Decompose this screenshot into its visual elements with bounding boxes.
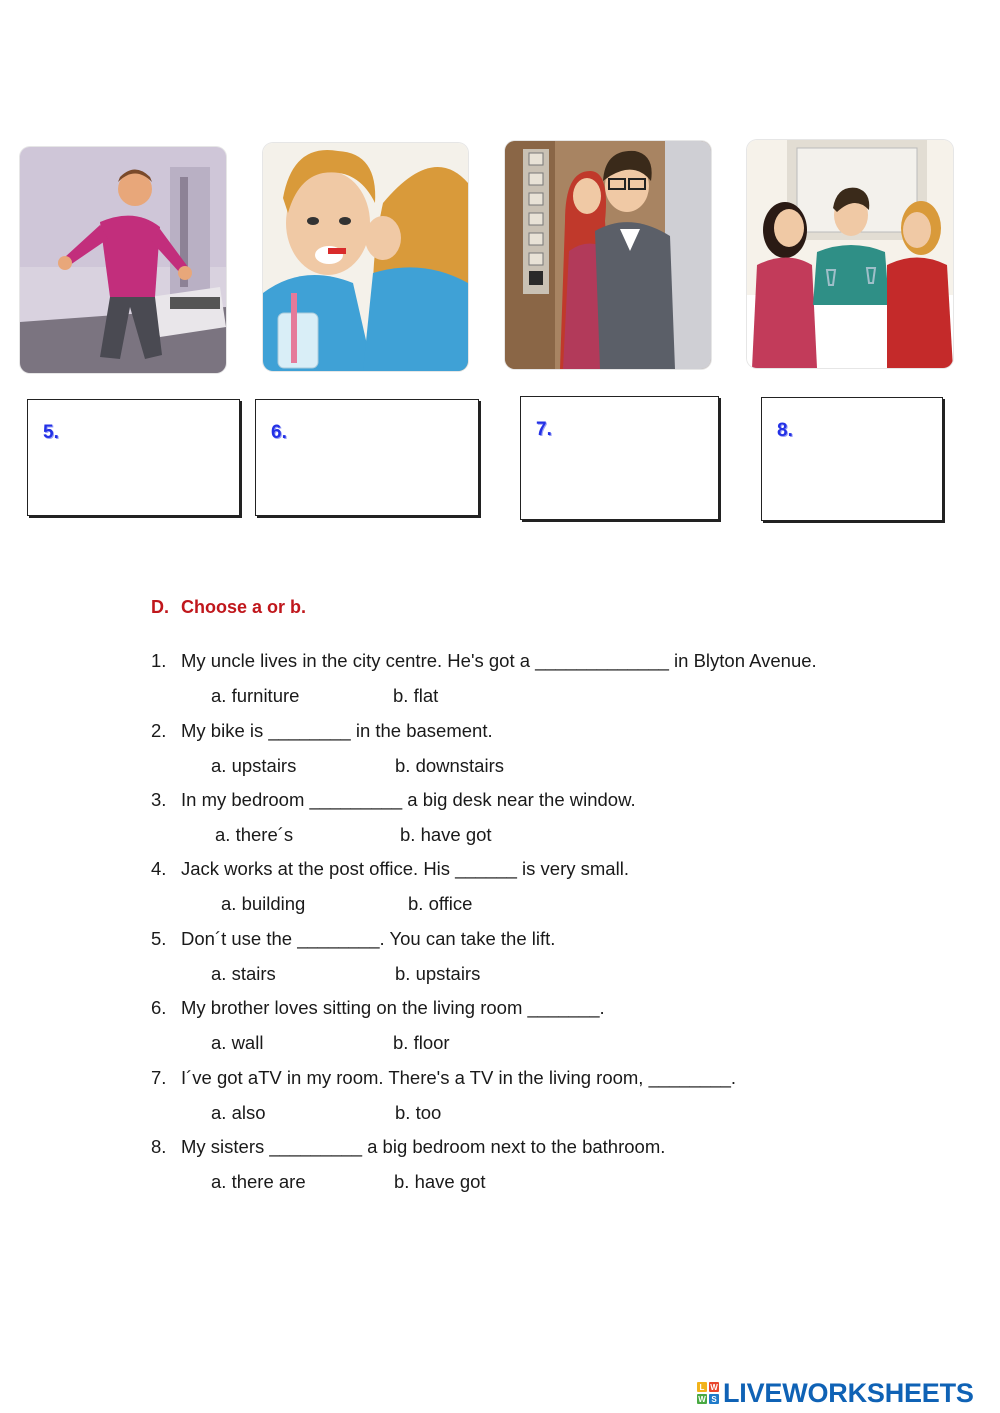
answer-input-5[interactable] [68,418,228,448]
question-6 [151,997,605,1019]
question-4 [151,858,629,880]
question-3 [151,789,636,811]
q6-option-a[interactable]: a. wall [211,1032,264,1053]
logo-text: LIVEWORKSHEETS [723,1377,974,1408]
box-number: 6. [271,422,287,443]
picture-8 [747,140,953,368]
question-2 [151,720,493,742]
answer-box-8 [761,397,943,521]
question-text: Jack works at the post office. His ______ is very small. [181,858,629,879]
question-7 [151,1067,736,1089]
question-5 [151,928,555,950]
q2-option-b[interactable]: b. downstairs [395,755,504,776]
answer-input-6[interactable] [296,418,467,448]
question-number: 4. [151,858,167,879]
answer-box-6 [255,399,479,516]
q7-option-b[interactable]: b. too [395,1102,442,1123]
restaurant-friends-illustration [747,140,953,368]
question-text: My brother loves sitting on the living room _______. [181,997,605,1018]
question-1 [151,650,817,672]
question-text: In my bedroom _________ a big desk near the window. [181,789,636,810]
question-number: 5. [151,928,167,949]
question-number: 3. [151,789,167,810]
q4-option-a[interactable]: a. building [221,893,306,914]
q1-option-b[interactable]: b. flat [393,685,439,706]
question-number: 2. [151,720,167,741]
question-text: My sisters _________ a big bedroom next to the bathroom. [181,1136,666,1157]
question-number: 8. [151,1136,167,1157]
question-text: I´ve got aTV in my room. There's a TV in the living room, ________. [181,1067,737,1088]
lift-passengers-illustration [505,141,711,369]
picture-7 [505,141,711,369]
q1-option-a[interactable]: a. furniture [211,685,300,706]
question-number: 6. [151,997,167,1018]
question-text: My uncle lives in the city centre. He's got a _____________ in Blyton Avenue. [181,650,817,671]
brushing-teeth-illustration [263,143,468,371]
q3-option-a[interactable]: a. there´s [215,824,294,845]
box-number: 8. [777,420,793,441]
question-number: 1. [151,650,167,671]
q8-option-b[interactable]: b. have got [394,1171,486,1192]
answer-box-7 [520,396,719,520]
q7-option-a[interactable]: a. also [211,1102,266,1123]
logo-mark-icon: L W W S [698,1382,718,1404]
answer-box-5 [27,399,240,516]
question-number: 7. [151,1067,167,1088]
picture-5 [20,147,226,373]
q6-option-b[interactable]: b. floor [393,1032,450,1053]
liveworksheets-logo [697,1378,974,1408]
question-text: My bike is ________ in the basement. [181,720,493,741]
q8-option-a[interactable]: a. there are [211,1171,306,1192]
answer-input-7[interactable] [561,415,707,445]
answer-input-8[interactable] [802,416,931,446]
q3-option-b[interactable]: b. have got [400,824,492,845]
q5-option-a[interactable]: a. stairs [211,963,276,984]
q4-option-b[interactable]: b. office [408,893,473,914]
box-number: 7. [536,419,552,440]
question-8 [151,1136,665,1158]
box-number: 5. [43,422,59,443]
q5-option-b[interactable]: b. upstairs [395,963,481,984]
picture-6 [263,143,468,371]
question-text: Don´t use the ________. You can take the lift. [181,928,556,949]
section-title: Choose a or b. [181,597,307,617]
q2-option-a[interactable]: a. upstairs [211,755,297,776]
treadmill-runner-illustration [20,147,226,373]
section-heading [151,597,306,618]
section-letter: D. [151,597,169,617]
